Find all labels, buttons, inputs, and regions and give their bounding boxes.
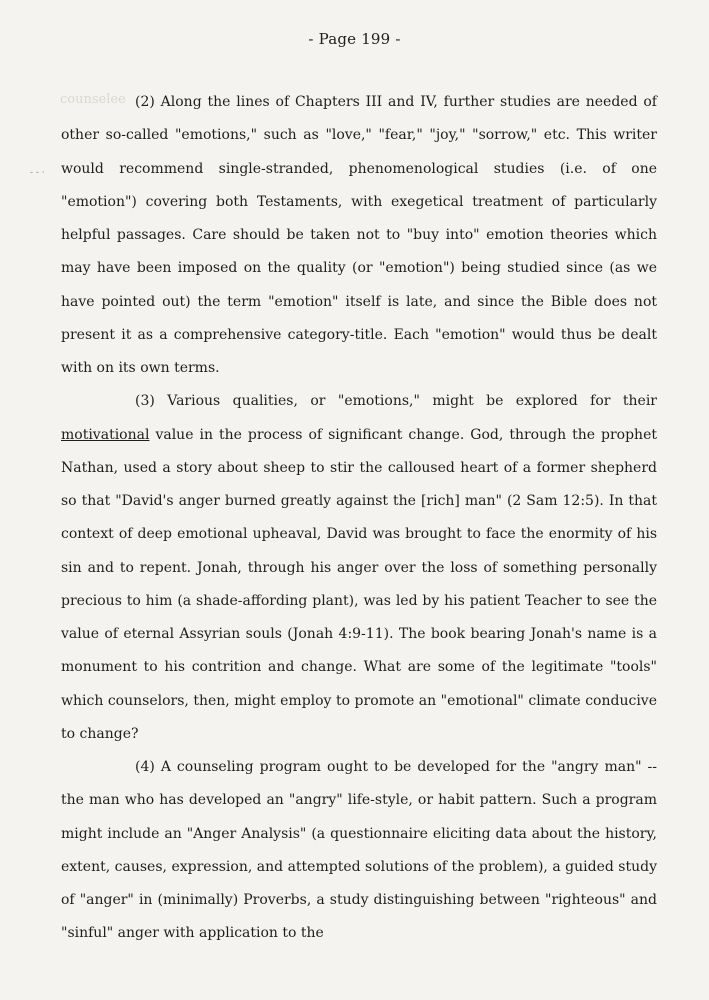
document-body	[61, 86, 657, 951]
underlined-word: motivational	[61, 426, 150, 443]
page-number: - Page 199 -	[308, 30, 401, 48]
stray-pen-mark: - - ·	[30, 168, 45, 178]
paragraph-3-rest: value in the process of significant change. God, through the prophet Nathan, used a story about sheep to stir the calloused heart of a former shepherd so that "David's anger burned greatly against the [rich] man" (2 Sam 12:5). In that context of deep emotional upheaval, David was brought to face the enormity of his sin and to repent. Jonah, through his anger over the loss of something personally precious to him (a shade-affording plant), was led by his patient Teacher to see the value of eternal Assyrian souls (Jonah 4:9-11). The book bearing Jonah's name is a monument to his contrition and change. What are some of the legitimate "tools" which counselors, then, might employ to promote an "emotional" climate conducive to change?	[61, 426, 657, 742]
paragraph-3	[61, 385, 657, 751]
paragraph-2: (2) Along the lines of Chapters III and IV, further studies are needed of other so-called "emotions," such as "love," "fear," "joy," "sorrow," etc. This writer would recommend single-stranded, phenomenological studies (i.e. of one "emotion") covering both Testaments, with exegetical treatment of particularly helpful passages. Care should be taken not to "buy into" emotion theories which may have been imposed on the quality (or "emotion") being studied since (as we have pointed out) the term "emotion" itself is late, and since the Bible does not present it as a comprehensive category-title. Each "emotion" would thus be dealt with on its own terms.	[61, 94, 657, 376]
paragraph-3-intro: (3) Various qualities, or "emotions," might be explored for their	[135, 393, 657, 410]
show-through-text: counselee	[60, 92, 126, 107]
paragraph-4: (4) A counseling program ought to be developed for the "angry man" -- the man who has developed an "angry" life-style, or habit pattern. Such a program might include an "Anger Analysis" (a questionnaire eliciting data about the history, extent, causes, expression, and attempted solutions of the problem), a guided study of "anger" in (minimally) Proverbs, a study distinguishing between "righteous" and "sinful" anger with application to the	[61, 759, 657, 942]
